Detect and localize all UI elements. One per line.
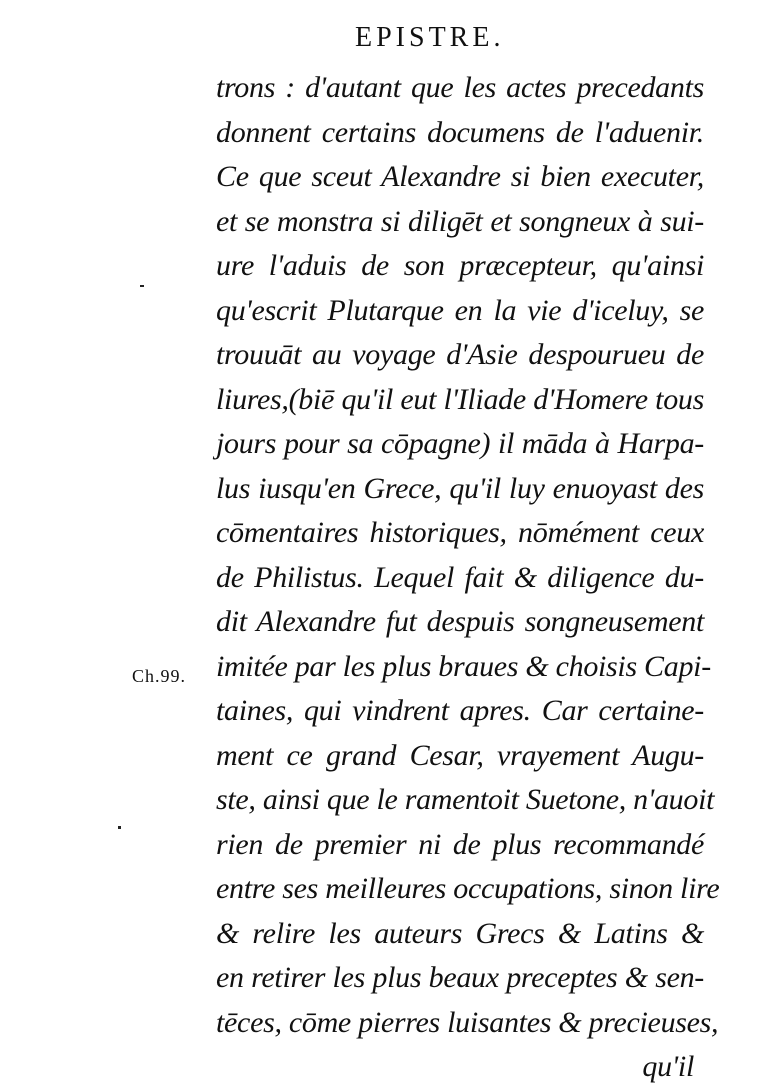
text-line: taines, qui vindrent apres. Car certaine- (216, 694, 704, 727)
catchword: qu'il (642, 1050, 694, 1083)
ink-speck (118, 826, 121, 829)
ink-speck (140, 285, 144, 287)
text-line: donnent certains documens de l'aduenir. (216, 115, 704, 149)
text-line: Ce que sceut Alexandre si bien executer, (216, 160, 704, 193)
text-line: en retirer les plus beaux preceptes & sen- (216, 961, 704, 994)
text-line: rien de premier ni de plus recommandé (216, 827, 704, 861)
text-line: et se monstra si diligēt et songneux à sui- (216, 204, 704, 238)
text-line: ure l'aduis de son præcepteur, qu'ainsi (216, 249, 704, 282)
text-line: cōmentaires historiques, nōmément ceux (216, 516, 704, 549)
text-line: imitée par les plus braues & choisis Capi- (216, 649, 711, 683)
text-line: & relire les auteurs Grecs & Latins & (216, 916, 704, 950)
text-line: entre ses meilleures occupations, sinon lire (216, 872, 720, 905)
text-line: trouuāt au voyage d'Asie despourueu de (216, 338, 704, 371)
body-text (216, 66, 720, 1090)
running-title: EPISTRE. (355, 22, 505, 53)
text-line: liures,(biē qu'il eut l'Iliade d'Homere tous (216, 382, 704, 416)
marginal-note: Ch.99. (132, 666, 187, 686)
text-line: lus iusqu'en Grece, qu'il luy enuoyast des (216, 471, 704, 505)
text-line: tēces, cōme pierres luisantes & precieuses, (216, 1005, 719, 1039)
text-line: de Philistus. Lequel fait & diligence du- (216, 560, 704, 594)
text-line: jours pour sa cōpagne) il māda à Harpa- (216, 427, 704, 460)
text-line: qu'escrit Plutarque en la vie d'iceluy, se (216, 293, 704, 327)
text-line: trons : d'autant que les actes precedants (216, 71, 704, 104)
text-line: ste, ainsi que le ramentoit Suetone, n'auoit (216, 783, 715, 816)
text-line: dit Alexandre fut despuis songneusement (216, 605, 704, 638)
text-line: ment ce grand Cesar, vrayement Augu- (216, 738, 704, 772)
